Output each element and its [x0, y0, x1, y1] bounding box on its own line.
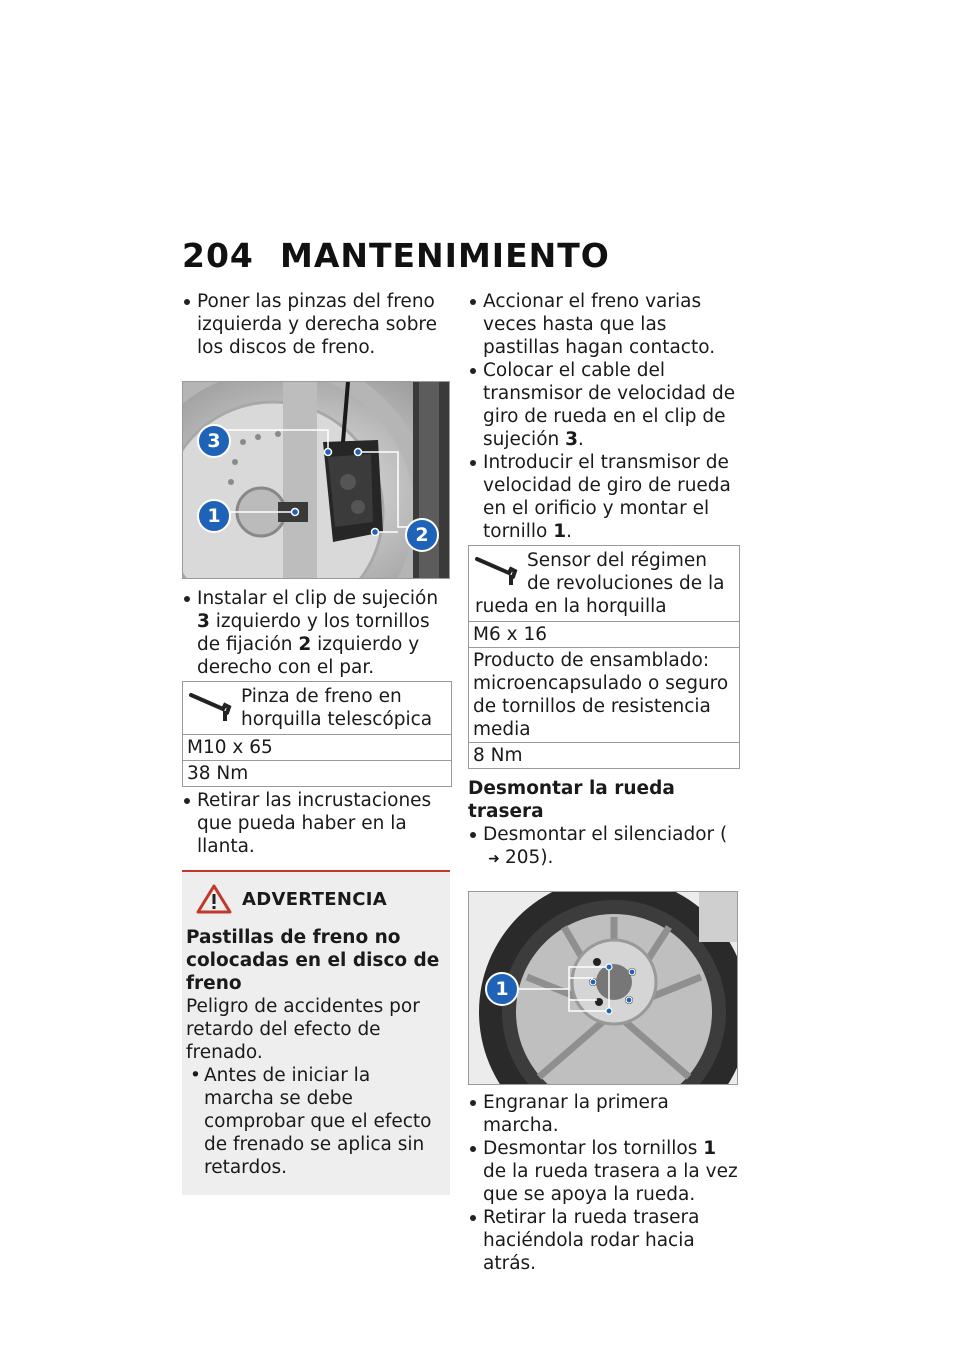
step-remove-silencer: Desmontar el silenciador (➜ 205).	[468, 823, 738, 871]
figure-rear-wheel	[468, 891, 738, 1085]
right-column	[468, 290, 738, 1275]
left-column	[182, 290, 450, 1195]
warning-triangle-icon	[196, 884, 232, 914]
spec-torque: 8 Nm	[469, 742, 739, 768]
spec-torque: 38 Nm	[183, 760, 451, 786]
step-roll-wheel-out: Retirar la rueda trasera haciéndola rodar hacia atrás.	[468, 1206, 738, 1275]
page-number: 204	[182, 236, 254, 275]
warning-box	[182, 870, 450, 1195]
page-header	[182, 236, 610, 275]
spec-size: M10 x 65	[183, 734, 451, 760]
callout-1: 1	[485, 972, 519, 1006]
warning-heading: Pastillas de freno no colocadas en el disco de freno	[186, 927, 440, 994]
step-remove-bolts: Desmontar los tornillos 1 de la rueda trasera a la vez que se apoya la rueda.	[468, 1137, 738, 1206]
figure-front-caliper	[182, 381, 450, 579]
step-install-clip: Instalar el clip de sujeción 3 izquierdo y los tornillos de fijación 2 izquierdo y derecho con el par.	[182, 587, 450, 679]
warning-label: ADVERTENCIA	[242, 888, 387, 910]
step-place-calipers: Poner las pinzas del freno izquierda y derecha sobre los discos de freno.	[182, 290, 450, 359]
spec-title: Sensor del régimen de revoluciones de la rueda en la horquilla	[475, 550, 725, 617]
callout-2: 2	[405, 518, 439, 552]
step-route-cable: Colocar el cable del transmisor de velocidad de giro de rueda en el clip de sujeción 3.	[468, 359, 738, 451]
step-insert-sensor: Introducir el transmisor de velocidad de giro de rueda en el orificio y montar el tornillo 1.	[468, 451, 738, 543]
callout-1: 1	[197, 499, 231, 533]
spec-product: Producto de ensamblado: microencapsulado o seguro de tornillos de resistencia media	[469, 647, 739, 742]
torque-spec-caliper	[182, 681, 452, 787]
spec-title: Pinza de freno en horquilla telescópica	[241, 686, 433, 730]
step-first-gear: Engranar la primera marcha.	[468, 1091, 738, 1137]
step-actuate-brake: Accionar el freno varias veces hasta que las pastillas hagan contacto.	[468, 290, 738, 359]
warning-text: Peligro de accidentes por retardo del efecto de frenado.	[186, 996, 420, 1063]
callout-3: 3	[197, 424, 231, 458]
spec-size: M6 x 16	[469, 621, 739, 647]
page-ref-link[interactable]: 205	[505, 847, 541, 868]
page-ref-arrow-icon: ➜	[488, 851, 500, 867]
torque-wrench-icon	[189, 685, 237, 725]
section-title: Desmontar la rueda trasera	[468, 778, 675, 822]
step-remove-debris: Retirar las incrustaciones que pueda haber en la llanta.	[182, 789, 450, 858]
page-title: MANTENIMIENTO	[280, 236, 610, 275]
warning-instruction: • Antes de iniciar la marcha se debe comprobar que el efecto de frenado se aplica sin retardos.	[186, 1064, 444, 1179]
torque-wrench-icon	[475, 549, 523, 589]
torque-spec-sensor	[468, 545, 740, 769]
front-caliper-illustration	[183, 382, 449, 578]
